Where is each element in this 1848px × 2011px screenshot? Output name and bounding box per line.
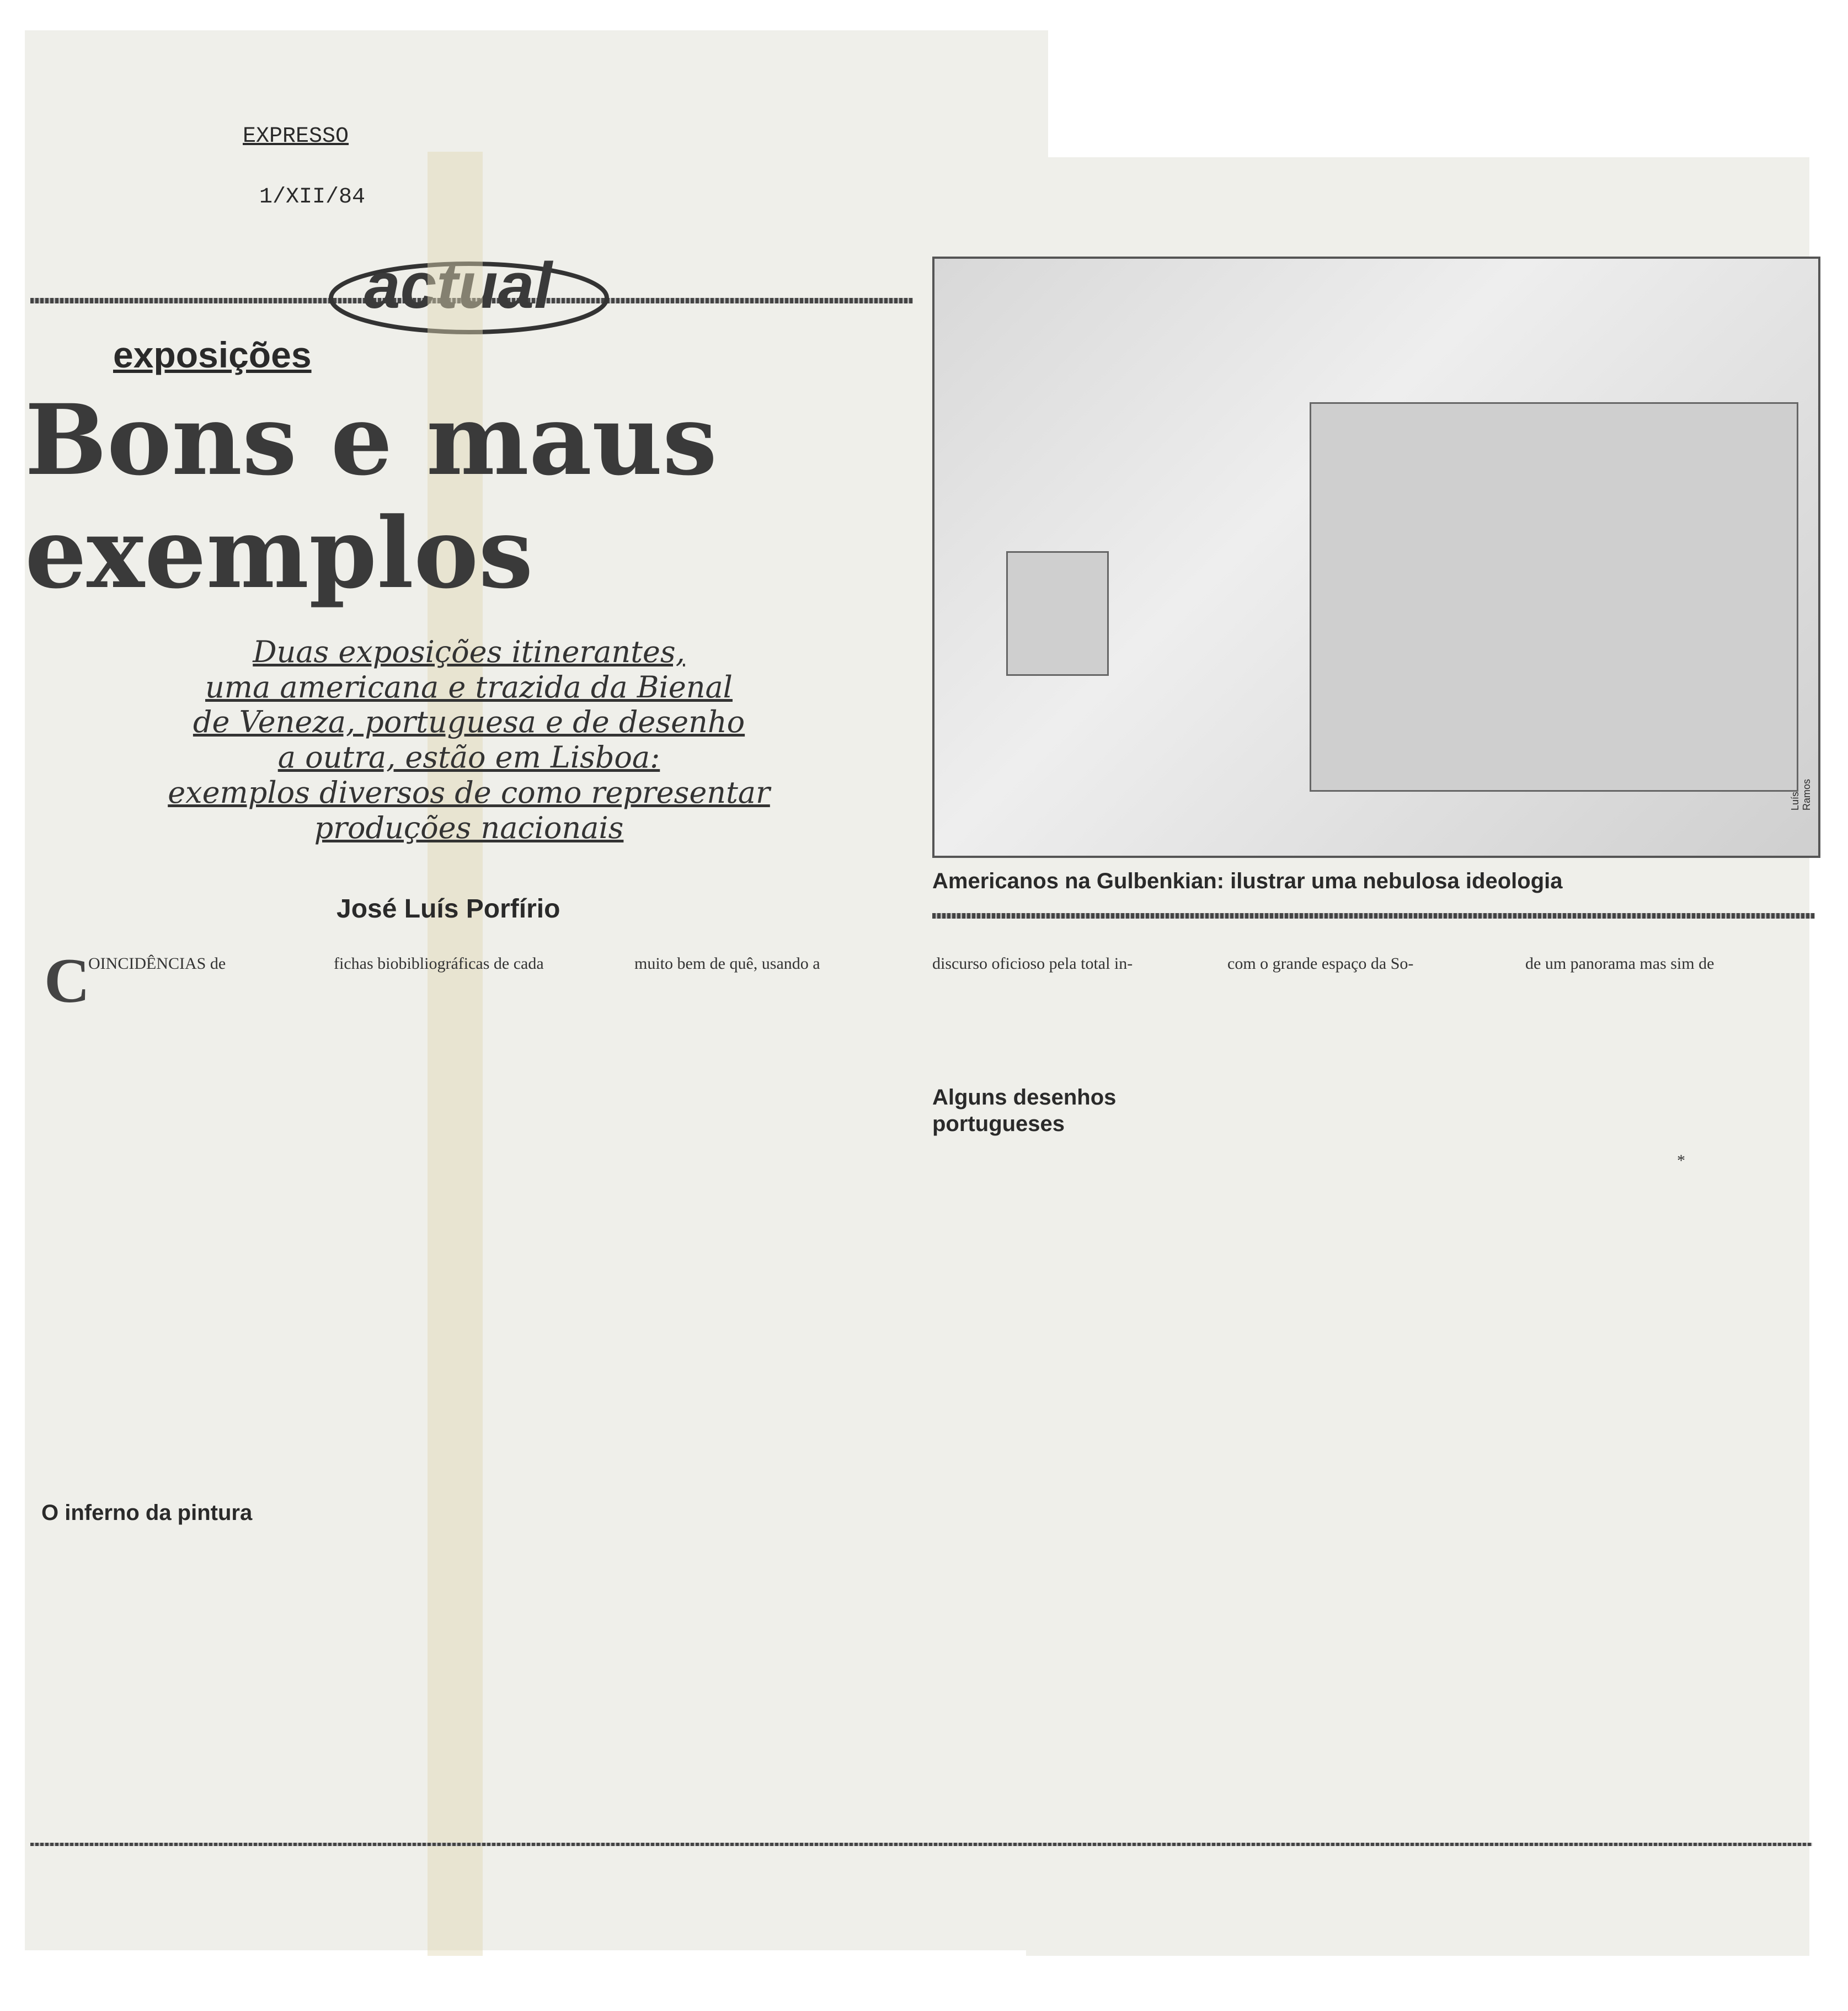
section-label: exposições — [113, 334, 312, 375]
subhead-line-5: exemplos diversos de como representar — [168, 775, 770, 810]
subhead-line-2: uma americana e trazida da Bienal — [205, 669, 733, 705]
column-6-separator: * — [1677, 1151, 1685, 1170]
column-2-first-line: fichas biobibliográficas de cada — [334, 954, 544, 973]
section-logo-text: actual — [364, 249, 553, 322]
drop-cap: C — [44, 946, 90, 1016]
newspaper-name: EXPRESSO — [243, 124, 349, 149]
small-artwork — [1006, 551, 1109, 676]
caption-rule — [932, 913, 1815, 919]
column-1-heading: O inferno da pintura — [41, 1501, 253, 1525]
column-5-first-line: com o grande espaço da So- — [1227, 954, 1414, 973]
subhead-line-3: de Veneza, portuguesa e de desenho — [193, 705, 745, 740]
headline-line-2: exemplos — [25, 496, 533, 610]
gallery-photo — [932, 257, 1820, 858]
headline-line-1: Bons e maus — [25, 383, 718, 497]
photo-credit: Luís Ramos — [1790, 778, 1812, 810]
subhead-line-4: a outra, estão em Lisboa: — [277, 740, 660, 775]
column-4-first-line: discurso oficioso pela total in- — [932, 954, 1133, 973]
large-artwork — [1310, 402, 1798, 792]
subhead-line-1: Duas exposições itinerantes, — [253, 634, 685, 669]
subheadline — [72, 634, 866, 845]
column-3-first-line: muito bem de quê, usando a — [634, 954, 820, 973]
column-6-first-line: de um panorama mas sim de — [1525, 954, 1715, 973]
bottom-rule — [30, 1843, 1812, 1846]
photo-caption: Americanos na Gulbenkian: ilustrar uma nebulosa ideologia — [932, 869, 1563, 893]
byline: José Luís Porfírio — [337, 894, 560, 924]
column-4-heading: Alguns desenhos portugueses — [932, 1085, 1117, 1136]
subhead-line-6: produções nacionais — [314, 810, 624, 845]
column-1-first-line: OINCIDÊNCIAS de — [88, 954, 226, 973]
issue-date: 1/XII/84 — [259, 185, 366, 210]
